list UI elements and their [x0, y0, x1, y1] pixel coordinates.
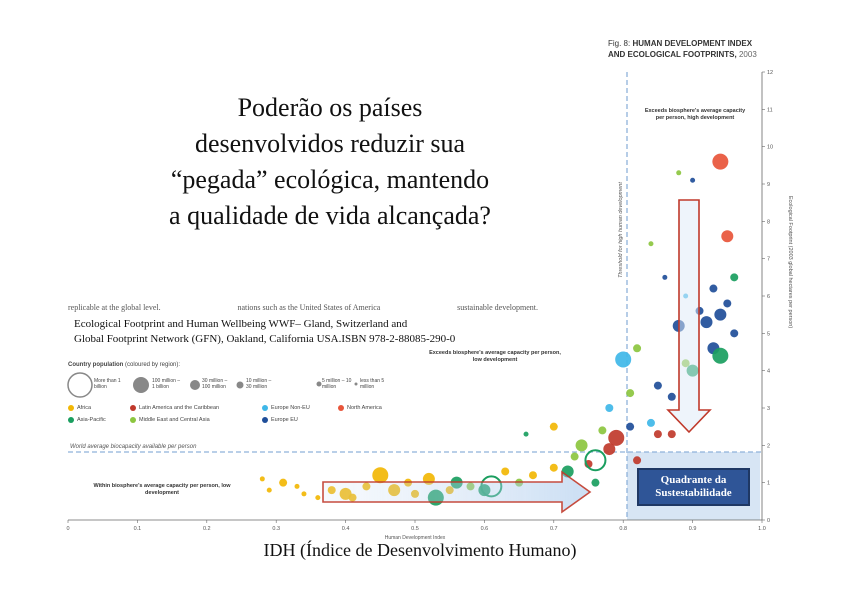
- x-tick-label: 0.2: [202, 526, 211, 532]
- size-legend-circle: [355, 383, 358, 386]
- region-legend-europe-eu: [262, 417, 298, 423]
- figure-number: Fig. 8:: [608, 39, 631, 48]
- title-line: a qualidade de vida alcançada?: [169, 201, 491, 230]
- region-legend-label: Middle East and Central Asia: [139, 417, 210, 423]
- x-axis-title: Human Development Index: [384, 535, 446, 541]
- region-legend-middle-east: [130, 417, 210, 423]
- data-point: [654, 430, 662, 438]
- data-point: [721, 230, 733, 242]
- region-legend-europe-non-eu: [262, 405, 310, 411]
- quadrant-label-line: Sustestabilidade: [655, 487, 732, 499]
- data-point: [550, 464, 558, 472]
- note-mid: Exceeds biosphere's average capacity per person, low development: [429, 350, 561, 363]
- legend-dot: [262, 417, 268, 423]
- title-line: desenvolvidos reduzir sua: [194, 129, 466, 158]
- data-point: [260, 476, 265, 481]
- size-legend-label: 5 million – 10 million: [322, 378, 352, 390]
- region-legend-label: Asia-Pacific: [77, 417, 106, 423]
- sustainability-quadrant-label: [637, 468, 750, 506]
- size-legend-label: 10 million – 30 million: [246, 378, 272, 390]
- size-legend-label: More than 1 billion: [94, 378, 121, 390]
- region-legend-latam: [130, 405, 219, 411]
- data-point: [576, 439, 588, 451]
- data-point: [550, 423, 558, 431]
- y-tick-label: 10: [767, 144, 774, 151]
- size-legend-circle: [190, 380, 200, 390]
- legend-title-main: Country population: [68, 362, 124, 368]
- cutoff-text: replicable at the global level.: [68, 303, 161, 312]
- region-legend-label: North America: [347, 405, 382, 411]
- x-tick-label: 0.9: [688, 526, 697, 532]
- legend-dot: [130, 417, 136, 423]
- data-point: [598, 426, 606, 434]
- data-point: [730, 329, 738, 337]
- world-average-label: World average biocapacity available per person: [70, 444, 197, 450]
- legend-dot: [130, 405, 136, 411]
- data-point: [267, 488, 272, 493]
- data-point: [605, 404, 613, 412]
- region-legend-africa: [68, 405, 91, 411]
- citation: [74, 317, 455, 347]
- region-legend-label: Africa: [77, 405, 92, 411]
- data-point: [295, 484, 300, 489]
- data-point: [279, 479, 287, 487]
- data-point: [626, 423, 634, 431]
- legend-dot: [68, 405, 74, 411]
- y-tick-label: 9: [767, 182, 771, 188]
- y-tick-label: 8: [767, 219, 771, 226]
- cutoff-text: sustainable development.: [457, 303, 538, 312]
- legend-title-sub: (coloured by region):: [125, 362, 181, 368]
- x-tick-label: 1.0: [758, 526, 766, 532]
- y-tick-label: 7: [767, 256, 771, 263]
- y-tick-label: 11: [767, 107, 773, 114]
- legend-dot: [338, 405, 344, 411]
- data-point: [714, 309, 726, 321]
- legend-dot: [68, 417, 74, 423]
- data-point: [690, 178, 695, 183]
- data-point: [700, 316, 712, 328]
- size-legend-circle: [68, 373, 92, 397]
- citation-line: Ecological Footprint and Human Wellbeing WWF– Gland, Switzerland and: [74, 318, 408, 330]
- x-tick-label: 0: [66, 526, 70, 532]
- region-legend-label: Latin America and the Caribbean: [139, 405, 220, 411]
- x-tick-label: 0.1: [133, 526, 142, 532]
- y-tick-label: 5: [767, 331, 771, 338]
- y-tick-label: 12: [767, 70, 774, 76]
- data-point: [633, 344, 641, 352]
- y-tick-label: 4: [767, 368, 771, 375]
- title-line: “pegada” ecológica, mantendo: [170, 165, 490, 194]
- data-point: [709, 285, 717, 293]
- region-legend-label: Europe Non-EU: [271, 405, 310, 411]
- x-ticks: [66, 520, 765, 532]
- data-point: [712, 154, 728, 170]
- data-point: [647, 419, 655, 427]
- data-point: [524, 432, 529, 437]
- note-bottom-left: Within biosphere's average capacity per person, low development: [93, 483, 231, 496]
- y-tick-label: 1: [767, 480, 771, 487]
- cutoff-text: nations such as the United States of America: [237, 303, 381, 312]
- cutoff-text-row: [68, 303, 538, 312]
- size-legend-circle: [317, 382, 322, 387]
- figure-title-line1: HUMAN DEVELOPMENT INDEX: [632, 39, 753, 48]
- data-point: [301, 491, 306, 496]
- x-tick-label: 0.3: [272, 526, 281, 532]
- note-top-right: Exceeds biosphere's average capacity per person, high development: [644, 108, 746, 121]
- size-legend-circle: [237, 382, 244, 389]
- data-point: [501, 467, 509, 475]
- x-tick-label: 0.5: [411, 526, 419, 532]
- data-point: [668, 430, 676, 438]
- x-tick-label: 0.6: [480, 526, 489, 532]
- size-legend-label: less than 5 million: [360, 378, 385, 390]
- data-point: [633, 456, 641, 464]
- data-point: [571, 453, 579, 461]
- data-point: [648, 241, 653, 246]
- data-point: [662, 275, 667, 280]
- y-tick-label: 6: [767, 294, 771, 300]
- data-point: [529, 471, 537, 479]
- region-legend-asia-pacific: [68, 417, 106, 423]
- figure-year: 2003: [738, 50, 757, 59]
- data-point: [668, 393, 676, 401]
- threshold-label: Threshold for high human development: [618, 182, 624, 278]
- x-tick-label: 0.7: [549, 526, 558, 532]
- data-point: [676, 170, 681, 175]
- x-axis-caption: IDH (Índice de Desenvolvimento Humano): [263, 540, 577, 560]
- data-point: [730, 273, 738, 281]
- figure-title-line2: AND ECOLOGICAL FOOTPRINTS,: [608, 50, 737, 59]
- size-legend-label: 100 million – 1 billion: [152, 378, 181, 390]
- y-tick-label: 0: [767, 518, 771, 524]
- data-point: [712, 348, 728, 364]
- size-legend-circle: [133, 377, 149, 393]
- y-axis-title: Ecological Footprint (2003 global hectares per person): [787, 195, 793, 329]
- y-ticks: [762, 70, 773, 524]
- data-point: [315, 495, 320, 500]
- legend-title: [68, 362, 180, 368]
- data-point: [723, 299, 731, 307]
- data-point: [591, 479, 599, 487]
- y-tick-label: 3: [767, 406, 771, 412]
- data-point: [372, 467, 388, 483]
- x-tick-label: 0.4: [341, 526, 350, 532]
- data-point: [608, 430, 624, 446]
- citation-line: Global Footprint Network (GFN), Oakland, California USA.ISBN 978-2-88085-290-0: [74, 333, 456, 345]
- size-legend-label: 30 million – 100 million: [202, 378, 228, 390]
- legend-dot: [262, 405, 268, 411]
- data-point: [626, 389, 634, 397]
- x-tick-label: 0.8: [619, 526, 628, 532]
- region-legend-north-america: [338, 405, 382, 411]
- region-legend-label: Europe EU: [271, 417, 298, 423]
- title-line: Poderão os países: [237, 93, 423, 122]
- y-tick-label: 2: [767, 443, 771, 450]
- quadrant-label-line: Quadrante da: [660, 474, 727, 486]
- data-point: [615, 351, 631, 367]
- data-point: [654, 382, 662, 390]
